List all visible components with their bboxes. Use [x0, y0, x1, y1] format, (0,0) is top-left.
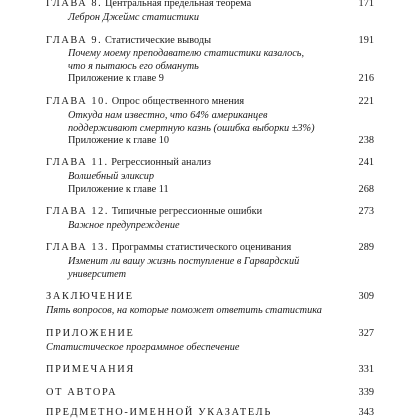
page-number: 339 — [358, 387, 374, 398]
chapter-label: ГЛАВА 10. — [46, 96, 110, 107]
chapter-subtitle: Изменит ли вашу жизнь поступление в Гарвардский — [68, 256, 300, 267]
section-title: ОТ АВТОРА — [46, 387, 118, 398]
chapter-label: ГЛАВА 13. — [46, 242, 110, 253]
chapter-title: Регрессионный анализ — [111, 157, 211, 168]
page-number: 289 — [358, 242, 374, 253]
chapter-title: Типичные регрессионные ошибки — [111, 206, 263, 217]
toc-entry-chapter-8[interactable] — [46, 0, 374, 11]
page-number: 191 — [358, 35, 374, 46]
appendix-title: Приложение к главе 10 — [68, 135, 170, 146]
chapter-title: Центральная предельная теорема — [104, 0, 252, 9]
chapter-title: Программы статистического оценивания — [111, 242, 292, 253]
section-subtitle: Статистическое программное обеспечение — [46, 342, 240, 353]
toc-entry-chapter-10[interactable] — [46, 95, 374, 109]
page-number: 309 — [358, 291, 374, 302]
chapter-label: ГЛАВА 8. — [46, 0, 103, 9]
page-number: 268 — [358, 184, 374, 195]
page-number: 241 — [358, 157, 374, 168]
chapter-subtitle: Откуда нам известно, что 64% американцев — [68, 110, 268, 121]
section-title: ПРИМЕЧАНИЯ — [46, 364, 135, 375]
chapter-subtitle: Леброн Джеймс статистики — [68, 12, 199, 23]
page-number: 273 — [358, 206, 374, 217]
chapter-subtitle: Волшебный эликсир — [68, 171, 155, 182]
table-of-contents — [46, 0, 374, 420]
toc-entry-chapter-9[interactable] — [46, 34, 374, 48]
toc-entry-chapter-12[interactable] — [46, 205, 374, 219]
toc-entry-conclusion[interactable] — [46, 290, 374, 304]
toc-entry-chapter-11[interactable] — [46, 156, 374, 170]
toc-entry-notes[interactable] — [46, 363, 374, 377]
appendix-title: Приложение к главе 9 — [68, 73, 164, 84]
chapter-title: Статистические выводы — [104, 35, 212, 46]
chapter-subtitle: что я пытаюсь его обмануть — [68, 61, 199, 72]
chapter-subtitle: поддерживают смертную казнь (ошибка выборки ±3%) — [68, 123, 315, 134]
page-number: 171 — [358, 0, 374, 9]
toc-entry-appendix-11[interactable] — [68, 183, 374, 197]
section-title: ПРИЛОЖЕНИЕ — [46, 328, 135, 339]
section-title: ПРЕДМЕТНО-ИМЕННОЙ УКАЗАТЕЛЬ — [46, 407, 272, 418]
chapter-label: ГЛАВА 12. — [46, 206, 110, 217]
chapter-title: Опрос общественного мнения — [111, 96, 245, 107]
toc-entry-appendix-10[interactable] — [68, 134, 374, 148]
chapter-subtitle: Почему моему преподавателю статистики казалось, — [68, 48, 305, 59]
chapter-label: ГЛАВА 11. — [46, 157, 109, 168]
toc-entry-from-author[interactable] — [46, 386, 374, 400]
chapter-label: ГЛАВА 9. — [46, 35, 103, 46]
page-number: 221 — [358, 96, 374, 107]
appendix-title: Приложение к главе 11 — [68, 184, 169, 195]
page-number: 331 — [358, 364, 374, 375]
chapter-subtitle: университет — [68, 269, 127, 280]
toc-entry-index[interactable] — [46, 406, 374, 420]
page-number: 327 — [358, 328, 374, 339]
section-title: ЗАКЛЮЧЕНИЕ — [46, 291, 134, 302]
page-number: 343 — [358, 407, 374, 418]
section-subtitle: Пять вопросов, на которые поможет ответить статистика — [46, 305, 322, 316]
chapter-subtitle: Важное предупреждение — [68, 220, 180, 231]
toc-entry-appendix-9[interactable] — [68, 72, 374, 86]
page-number: 238 — [358, 135, 374, 146]
page-number: 216 — [358, 73, 374, 84]
toc-entry-chapter-13[interactable] — [46, 241, 374, 255]
toc-entry-appendix[interactable] — [46, 327, 374, 341]
